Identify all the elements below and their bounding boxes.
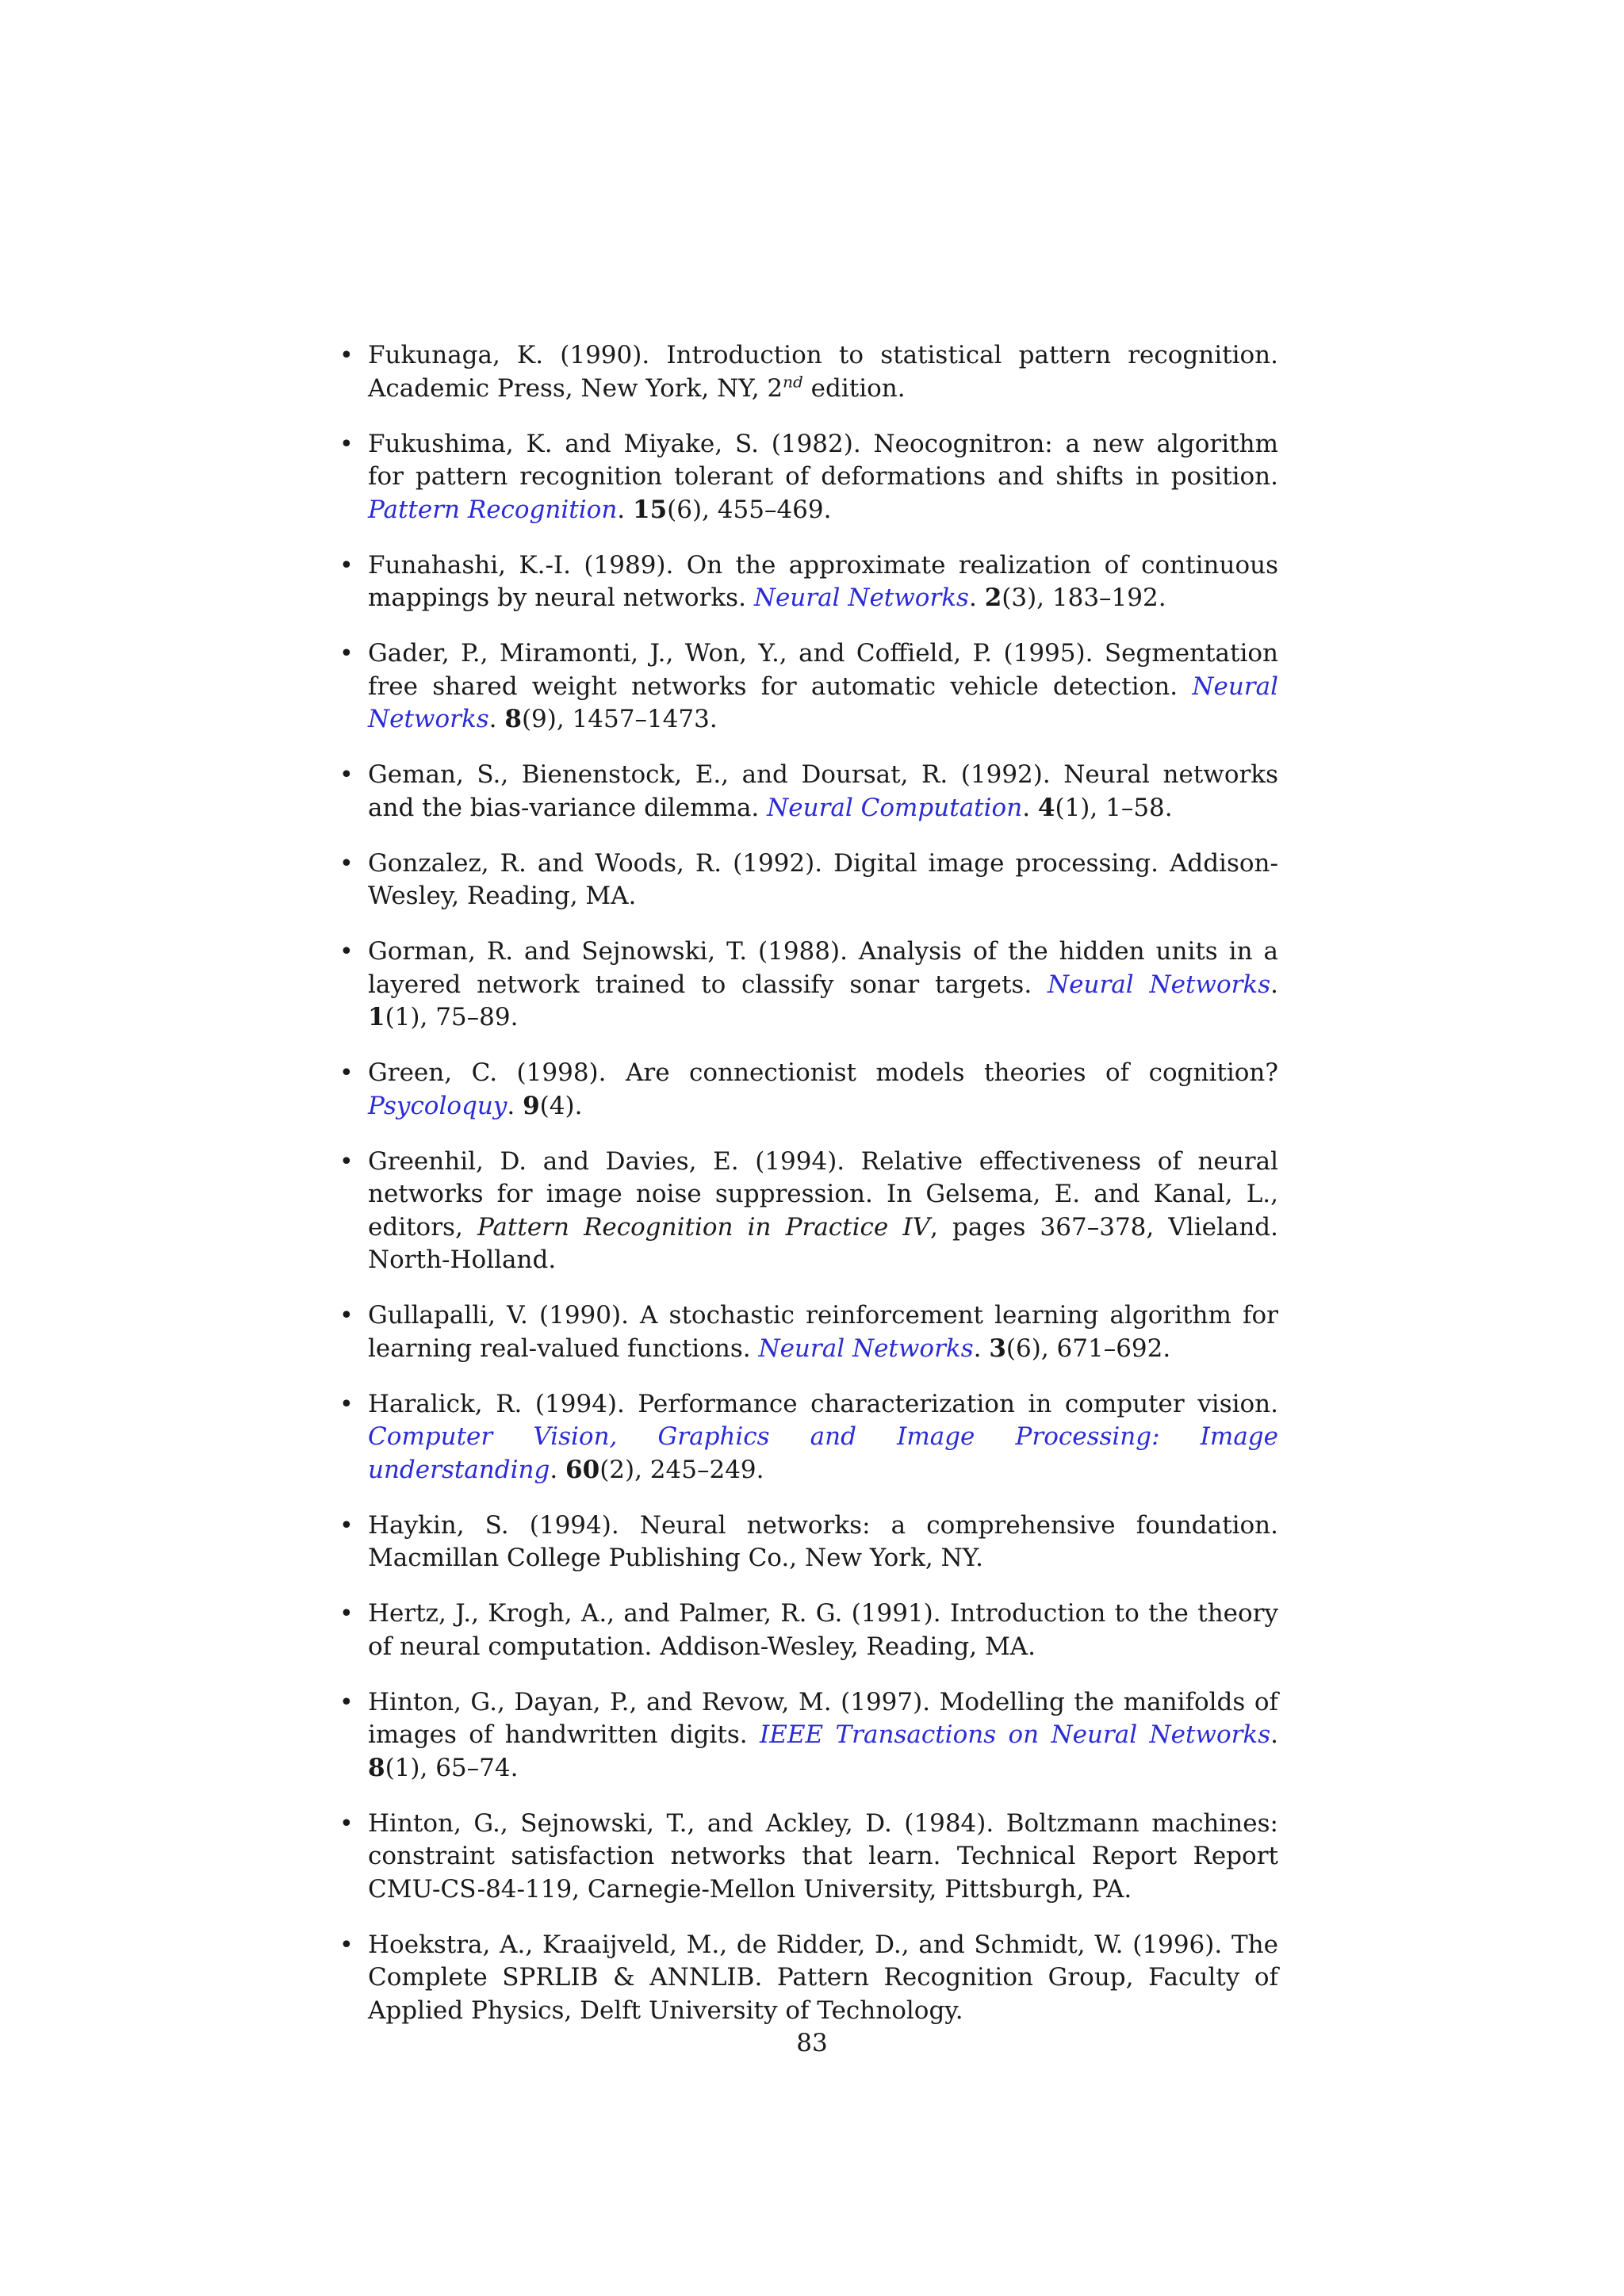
ref-publisher: Addison-Wesley, Reading, MA. <box>368 848 1278 910</box>
ref-authors: Gorman, R. and Sejnowski, T. (1988). <box>368 937 848 966</box>
ref-publisher: Pattern Recognition Group, Faculty of Applied Physics, Delft University of Technology. <box>368 1963 1278 2025</box>
ref-authors: Haralick, R. (1994). <box>368 1389 625 1418</box>
ref-authors: Green, C. (1998). <box>368 1058 607 1087</box>
ref-journal-link[interactable]: Neural Computation <box>767 793 1023 822</box>
ref-authors: Hinton, G., Sejnowski, T., and Ackley, D. (1984). <box>368 1808 994 1838</box>
reference-item: • Hinton, G., Dayan, P., and Revow, M. (1997). Modelling the manifolds of images of handwritten digits. IEEE Transactions on Neural Networks. 8(1), 65–74. <box>339 1687 1278 1782</box>
reference-item: • Fukushima, K. and Miyake, S. (1982). Neocognitron: a new algorithm for pattern recognition tolerant of deformations and shifts in position. Pattern Recognition. 15(6), 455–469. <box>339 429 1278 524</box>
bullet-icon: • <box>339 1390 354 1418</box>
ref-edition: edition. <box>802 373 906 403</box>
ref-issue-pages: (1), 1–58. <box>1055 793 1173 822</box>
ref-publisher: Macmillan College Publishing Co., New York, NY. <box>368 1544 984 1572</box>
ref-issue-pages: (9), 1457–1473. <box>521 705 718 733</box>
reference-item: • Gullapalli, V. (1990). A stochastic reinforcement learning algorithm for learning real-valued functions. Neural Networks. 3(6), 671–692. <box>339 1301 1278 1363</box>
ref-journal-link[interactable]: Neural Networks <box>1048 970 1271 999</box>
ref-title: Neural networks and the bias-variance dilemma. <box>368 760 1278 822</box>
ref-issue-pages: (4). <box>539 1091 583 1120</box>
ref-journal-link[interactable]: Neural Networks <box>753 584 969 612</box>
bullet-icon: • <box>339 1688 354 1716</box>
ref-title: Are connectionist models theories of cognition? <box>626 1058 1278 1087</box>
ref-authors: Haykin, S. (1994). <box>368 1510 619 1540</box>
bullet-icon: • <box>339 430 354 458</box>
ref-volume: 9 <box>523 1091 540 1120</box>
bullet-icon: • <box>339 849 354 878</box>
ref-title: Digital image processing. <box>833 848 1159 878</box>
ref-title: Analysis of the hidden units in a layered network trained to classify sonar targets. <box>368 937 1278 999</box>
ref-journal-link[interactable]: Neural Networks <box>368 672 1278 733</box>
bullet-icon: • <box>339 342 354 369</box>
ref-authors: Gullapalli, V. (1990). <box>368 1301 629 1330</box>
bullet-icon: • <box>339 1147 354 1176</box>
ref-volume: 2 <box>984 584 1002 612</box>
bullet-icon: • <box>339 1302 354 1330</box>
reference-item <box>339 1929 1278 2028</box>
ref-title: Segmentation free shared weight networks for automatic vehicle detection. <box>368 639 1278 701</box>
bullet-icon: • <box>339 1809 354 1838</box>
bullet-icon: • <box>339 1059 354 1087</box>
ref-authors: Geman, S., Bienenstock, E., and Doursat, R. (1992). <box>368 760 1051 789</box>
ref-title: Performance characterization in computer vision. <box>638 1389 1278 1418</box>
ref-authors: Hinton, G., Dayan, P., and Revow, M. (1997). <box>368 1687 931 1716</box>
reference-item: • Haralick, R. (1994). Performance characterization in computer vision. Computer Vision, Graphics and Image Processing: Image understanding. 60(2), 245–249. <box>339 1389 1278 1484</box>
ref-volume: 8 <box>368 1753 385 1782</box>
reference-item: • Green, C. (1998). Are connectionist models theories of cognition? Psycoloquy. 9(4). <box>339 1058 1278 1120</box>
ref-authors: Greenhil, D. and Davies, E. (1994). <box>368 1146 845 1176</box>
ref-title: Modelling the manifolds of images of handwritten digits. <box>368 1687 1278 1749</box>
ref-issue-pages: (6), 455–469. <box>667 495 832 524</box>
reference-item: • Gader, P., Miramonti, J., Won, Y., and Coffield, P. (1995). Segmentation free shared weight networks for automatic vehicle detection. Neural Networks. 8(9), 1457–1473. <box>339 639 1278 733</box>
ref-title: A stochastic reinforcement learning algorithm for learning real-valued functions. <box>368 1301 1278 1363</box>
ref-issue-pages: (1), 75–89. <box>385 1003 519 1031</box>
ref-journal-link[interactable]: Pattern Recognition <box>368 495 618 524</box>
ref-volume: 4 <box>1037 793 1055 822</box>
reference-item <box>339 1510 1278 1575</box>
ref-authors: Fukushima, K. and Miyake, S. (1982). <box>368 429 861 458</box>
bullet-icon: • <box>339 1600 354 1628</box>
reference-item <box>339 1146 1278 1277</box>
ref-issue-pages: (1), 65–74. <box>385 1753 519 1782</box>
ref-editors: In Gelsema, E. and Kanal, L., editors, <box>368 1180 1279 1242</box>
ref-issue-pages: (2), 245–249. <box>599 1455 764 1484</box>
ref-volume: 3 <box>989 1334 1006 1363</box>
ref-title: Neural networks: a comprehensive foundation. <box>639 1510 1278 1540</box>
reference-item: • Geman, S., Bienenstock, E., and Doursat, R. (1992). Neural networks and the bias-variance dilemma. Neural Computation. 4(1), 1–58. <box>339 760 1278 822</box>
ref-volume: 15 <box>633 495 668 524</box>
ref-title: The Complete SPRLIB & ANNLIB. <box>368 1930 1278 1992</box>
reference-item: • Funahashi, K.-I. (1989). On the approximate realization of continuous mappings by neural networks. Neural Networks. 2(3), 183–192. <box>339 550 1278 612</box>
reference-item <box>339 339 1278 405</box>
bullet-icon: • <box>339 938 354 966</box>
ref-authors: Gonzalez, R. and Woods, R. (1992). <box>368 848 823 878</box>
ref-title: On the approximate realization of continuous mappings by neural networks. <box>368 550 1278 612</box>
ref-publisher: Addison-Wesley, Reading, MA. <box>660 1632 1036 1661</box>
ref-title: Introduction to statistical pattern recognition. <box>666 341 1278 369</box>
ref-journal-link[interactable]: Computer Vision, Graphics and Image Processing: Image understanding <box>368 1422 1278 1484</box>
ref-book-title: Pattern Recognition in Practice IV <box>477 1212 931 1242</box>
bullet-icon: • <box>339 1511 354 1540</box>
ref-authors: Gader, P., Miramonti, J., Won, Y., and Coffield, P. (1995). <box>368 639 1094 668</box>
ref-publisher: Academic Press, New York, NY, 2 <box>368 373 783 403</box>
ref-authors: Hoekstra, A., Kraaijveld, M., de Ridder, D., and Schmidt, W. (1996). <box>368 1930 1223 1959</box>
ref-book-details: , pages 367–378, Vlieland. North-Holland. <box>368 1212 1278 1274</box>
bullet-icon: • <box>339 640 354 668</box>
reference-list <box>339 339 1278 2050</box>
ref-journal-link[interactable]: Psycoloquy <box>368 1091 508 1120</box>
ref-journal-link[interactable]: IEEE Transactions on Neural Networks <box>760 1720 1271 1749</box>
bullet-icon: • <box>339 551 354 580</box>
ref-journal-link[interactable]: Neural Networks <box>758 1334 974 1363</box>
ref-authors: Hertz, J., Krogh, A., and Palmer, R. G. (1991). <box>368 1599 941 1628</box>
reference-item <box>339 848 1278 913</box>
reference-item: • Gorman, R. and Sejnowski, T. (1988). Analysis of the hidden units in a layered network trained to classify sonar targets. Neural Networks. 1(1), 75–89. <box>339 937 1278 1031</box>
page-number: 83 <box>796 2029 828 2057</box>
ref-issue-pages: (3), 183–192. <box>1002 584 1166 612</box>
reference-item <box>339 1808 1278 1907</box>
ref-volume: 1 <box>368 1003 385 1031</box>
ref-volume: 60 <box>565 1455 600 1484</box>
bullet-icon: • <box>339 1931 354 1959</box>
ref-superscript: nd <box>783 372 803 392</box>
bullet-icon: • <box>339 761 354 789</box>
ref-title: Introduction to the theory of neural computation. <box>368 1599 1279 1661</box>
ref-issue-pages: (6), 671–692. <box>1005 1334 1171 1363</box>
ref-publisher: Technical Report Report CMU-CS-84-119, Carnegie-Mellon University, Pittsburgh, PA. <box>368 1842 1278 1904</box>
ref-title: Relative effectiveness of neural networks for image noise suppression. <box>368 1146 1279 1208</box>
ref-title: Boltzmann machines: constraint satisfaction networks that learn. <box>368 1808 1278 1870</box>
reference-item <box>339 1598 1278 1663</box>
ref-authors: Funahashi, K.-I. (1989). <box>368 550 674 580</box>
ref-volume: 8 <box>504 705 522 733</box>
ref-title: Neocognitron: a new algorithm for pattern recognition tolerant of deformations and shifts in position. <box>368 429 1278 491</box>
ref-authors: Fukunaga, K. (1990). <box>368 341 650 369</box>
